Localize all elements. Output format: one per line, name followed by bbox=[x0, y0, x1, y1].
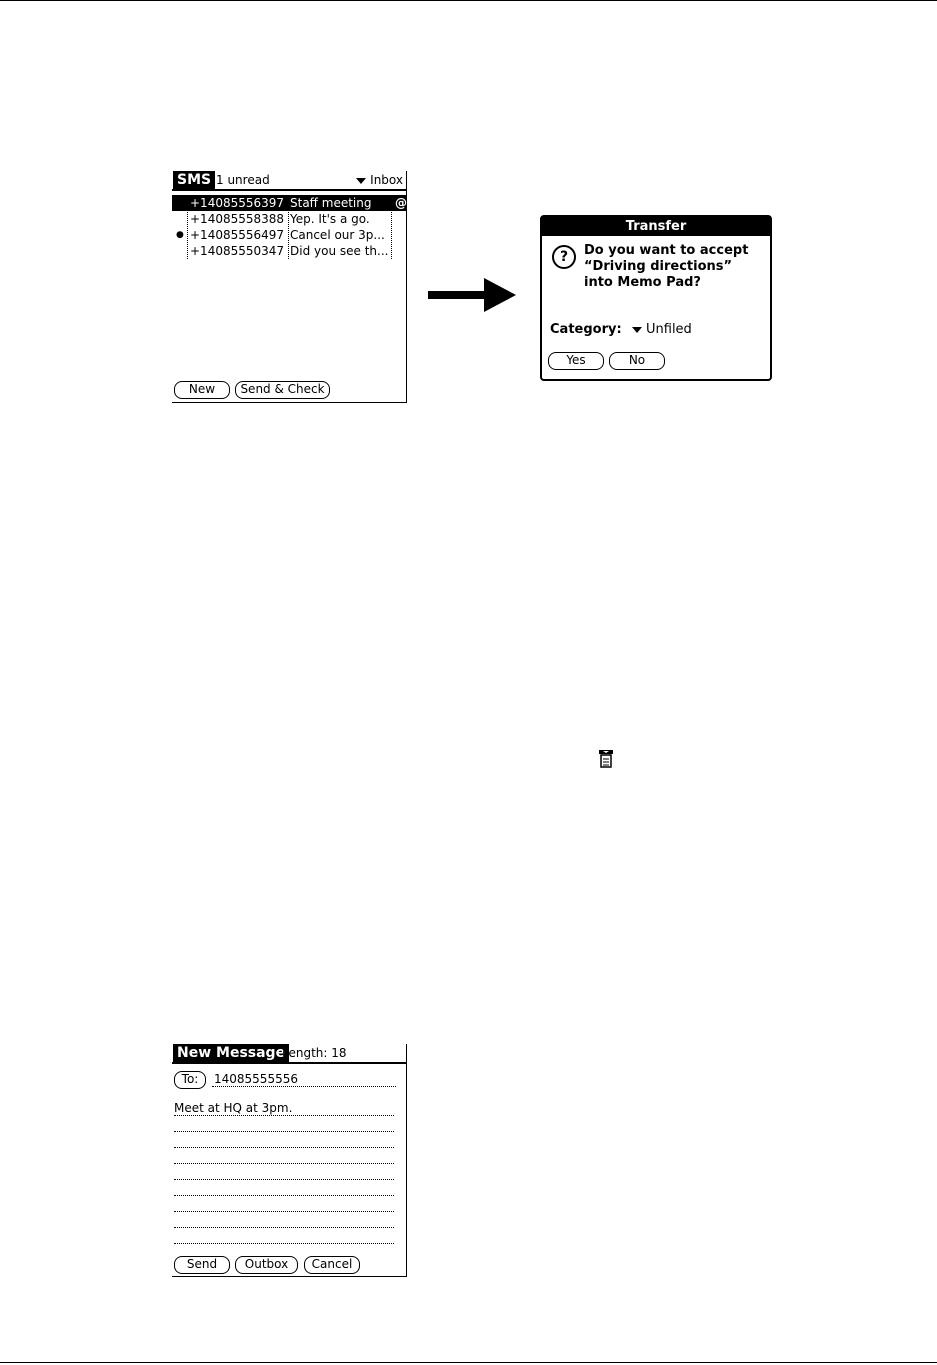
text-line bbox=[174, 1163, 394, 1164]
text-line bbox=[174, 1179, 394, 1180]
to-button[interactable]: To: bbox=[174, 1071, 206, 1089]
message-preview: Did you see th... bbox=[290, 244, 389, 258]
no-button[interactable]: No bbox=[609, 352, 665, 370]
sms-title-bar bbox=[172, 171, 406, 191]
dropdown-triangle-icon bbox=[356, 178, 366, 184]
message-row[interactable] bbox=[172, 195, 406, 211]
new-message-title: New Message bbox=[173, 1044, 289, 1062]
send-check-button[interactable]: Send & Check bbox=[235, 381, 330, 399]
sms-inbox-screen bbox=[172, 171, 407, 403]
message-row[interactable] bbox=[172, 227, 406, 243]
text-line bbox=[174, 1243, 394, 1244]
folder-label: Inbox bbox=[370, 173, 403, 187]
text-line bbox=[174, 1147, 394, 1148]
question-icon: ? bbox=[552, 245, 576, 269]
new-button[interactable]: New bbox=[174, 381, 230, 399]
app-title-tab: SMS bbox=[173, 171, 215, 189]
category-picker[interactable] bbox=[632, 322, 692, 338]
message-body-field[interactable]: Meet at HQ at 3pm. bbox=[174, 1101, 293, 1115]
dialog-message-line: “Driving directions” bbox=[584, 259, 733, 274]
dialog-message-line: Do you want to accept bbox=[584, 243, 749, 258]
new-message-screen bbox=[172, 1044, 407, 1277]
transfer-dialog bbox=[540, 215, 772, 381]
message-row[interactable] bbox=[172, 211, 406, 227]
bottom-rule bbox=[0, 1362, 937, 1363]
folder-picker[interactable] bbox=[356, 172, 403, 188]
message-number: +14085556497 bbox=[190, 228, 285, 242]
message-preview: Cancel our 3p... bbox=[290, 228, 385, 242]
dialog-message-line: into Memo Pad? bbox=[584, 275, 701, 290]
dialog-title: Transfer bbox=[542, 217, 770, 236]
attachment-icon: @ bbox=[395, 196, 407, 210]
message-length: Length: 18 bbox=[282, 1046, 347, 1060]
dialog-message bbox=[584, 243, 748, 291]
text-line bbox=[174, 1227, 394, 1228]
top-rule bbox=[0, 0, 937, 1]
text-line bbox=[174, 1211, 394, 1212]
category-value: Unfiled bbox=[646, 322, 692, 337]
yes-button[interactable]: Yes bbox=[548, 352, 604, 370]
message-number: +14085558388 bbox=[190, 212, 285, 226]
unread-count: 1 unread bbox=[216, 173, 270, 187]
text-line bbox=[174, 1131, 394, 1132]
message-row[interactable] bbox=[172, 243, 406, 259]
message-number: +14085556397 bbox=[190, 196, 285, 210]
message-preview: Yep. It's a go. bbox=[290, 212, 370, 226]
dropdown-triangle-icon bbox=[632, 327, 642, 333]
message-preview: Staff meeting bbox=[290, 196, 372, 210]
recipient-underline bbox=[212, 1086, 396, 1087]
text-line bbox=[174, 1115, 394, 1116]
send-button[interactable]: Send bbox=[174, 1256, 230, 1274]
message-number: +14085550347 bbox=[190, 244, 285, 258]
outbox-button[interactable]: Outbox bbox=[235, 1256, 298, 1274]
menu-icon bbox=[598, 750, 614, 768]
text-line bbox=[174, 1195, 394, 1196]
unread-dot-icon: ● bbox=[176, 230, 184, 240]
right-arrow-icon bbox=[428, 278, 518, 314]
recipient-field[interactable]: 14085555556 bbox=[214, 1072, 298, 1086]
category-label: Category: bbox=[550, 322, 622, 337]
cancel-button[interactable]: Cancel bbox=[304, 1256, 360, 1274]
new-message-title-bar bbox=[172, 1044, 406, 1064]
